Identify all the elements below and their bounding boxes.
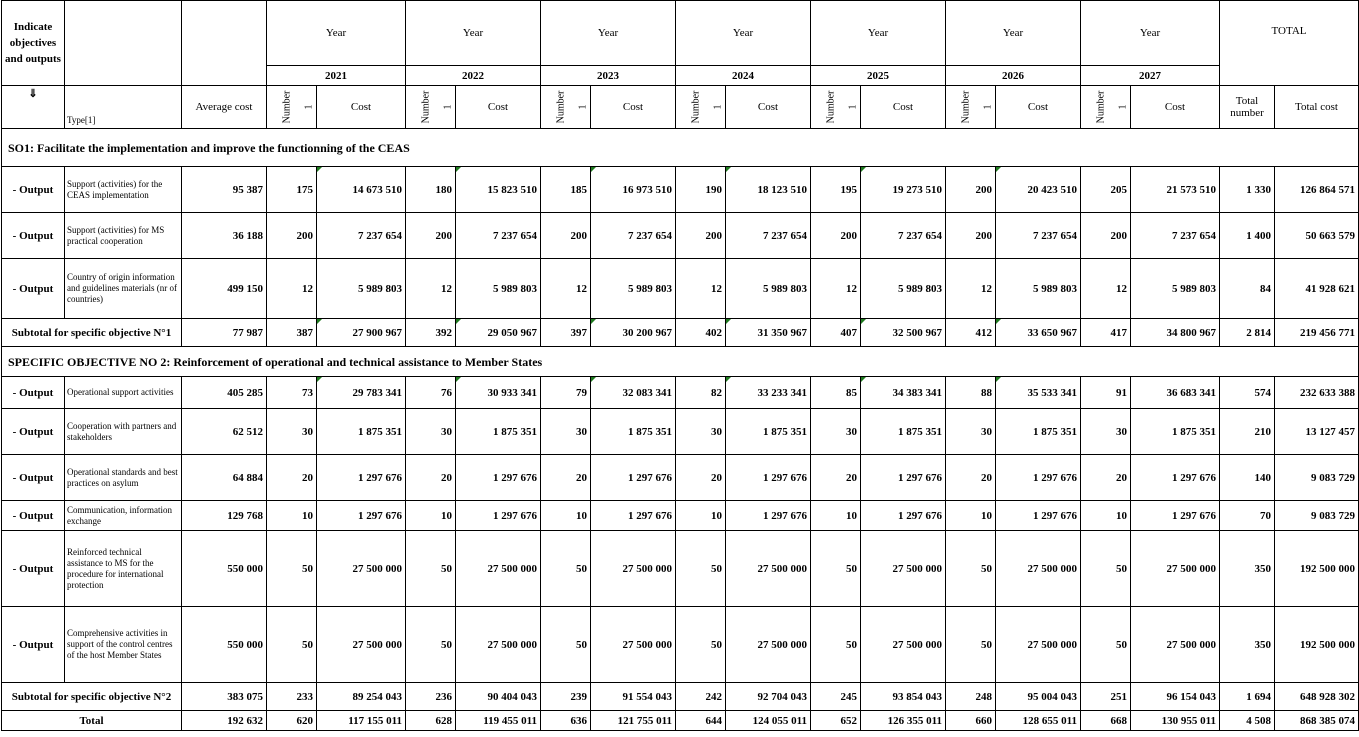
year-2025: 2025 — [811, 66, 946, 86]
average-cost-cell: 192 632 — [182, 711, 267, 731]
cost-cell: 7 237 654 — [996, 213, 1081, 259]
total-number-cell: 1 400 — [1220, 213, 1275, 259]
number-cell: 392 — [406, 319, 456, 347]
number-cell: 50 — [811, 531, 861, 607]
number-cell: 10 — [1081, 501, 1131, 531]
cost-cell: 31 350 967 — [726, 319, 811, 347]
cost-cell: 32 083 341 — [591, 377, 676, 409]
row-label: - Output — [2, 455, 65, 501]
number-cell: 82 — [676, 377, 726, 409]
subtotal-label: Subtotal for specific objective N°1 — [2, 319, 182, 347]
type-header: Type[1] — [65, 86, 182, 129]
section-so2 — [2, 347, 1359, 377]
blank-header-type — [65, 1, 182, 86]
cost-cell: 7 237 654 — [1131, 213, 1220, 259]
cost-cell: 30 933 341 — [456, 377, 541, 409]
number-cell: 30 — [1081, 409, 1131, 455]
cost-cell: 36 683 341 — [1131, 377, 1220, 409]
table-body — [2, 1, 1359, 731]
cost-cell: 5 989 803 — [591, 259, 676, 319]
year-label-3: Year — [541, 1, 676, 66]
cost-cell: 1 875 351 — [726, 409, 811, 455]
cost-cell: 18 123 510 — [726, 167, 811, 213]
cost-cell: 96 154 043 — [1131, 683, 1220, 711]
average-cost-cell: 499 150 — [182, 259, 267, 319]
cost-cell: 16 973 510 — [591, 167, 676, 213]
cost-cell: 27 500 000 — [456, 607, 541, 683]
number-cell: 73 — [267, 377, 317, 409]
average-cost-cell: 383 075 — [182, 683, 267, 711]
total-number-cell: 210 — [1220, 409, 1275, 455]
number-cell: 50 — [1081, 531, 1131, 607]
table-row — [2, 167, 1359, 213]
cost-cell: 15 823 510 — [456, 167, 541, 213]
table-row — [2, 607, 1359, 683]
year-2021: 2021 — [267, 66, 406, 86]
section-so1-title: SO1: Facilitate the implementation and improve the functionning of the CEAS — [2, 129, 1359, 167]
number-cell: 20 — [811, 455, 861, 501]
number-cell: 195 — [811, 167, 861, 213]
row-type: Cooperation with partners and stakeholders — [65, 409, 182, 455]
number-cell: 50 — [676, 531, 726, 607]
row-label: - Output — [2, 607, 65, 683]
avg-cost-header: Average cost — [182, 86, 267, 129]
year-label-7: Year — [1081, 1, 1220, 66]
number-cell: 91 — [1081, 377, 1131, 409]
number-cell: 620 — [267, 711, 317, 731]
total-number-cell: 350 — [1220, 531, 1275, 607]
number-header-2025 — [811, 86, 861, 129]
table-row — [2, 377, 1359, 409]
cost-cell: 1 875 351 — [591, 409, 676, 455]
header-row-columns — [2, 86, 1359, 129]
total-number-header: Total number — [1220, 86, 1275, 129]
section-so2-title: SPECIFIC OBJECTIVE NO 2: Reinforcement of operational and technical assistance to Member States — [2, 347, 1359, 377]
row-type: Support (activities) for the CEAS implementation — [65, 167, 182, 213]
down-arrow-icon: ⇓ — [2, 86, 65, 129]
year-label-1: Year — [267, 1, 406, 66]
cost-cell: 32 500 967 — [861, 319, 946, 347]
total-cost-cell: 41 928 621 — [1275, 259, 1359, 319]
budget-table — [1, 0, 1359, 731]
header-row-year — [2, 1, 1359, 66]
number-cell: 50 — [541, 607, 591, 683]
number-suffix: 1 — [712, 104, 724, 110]
average-cost-cell: 77 987 — [182, 319, 267, 347]
total-number-cell: 140 — [1220, 455, 1275, 501]
number-cell: 12 — [676, 259, 726, 319]
cost-cell: 27 500 000 — [317, 607, 406, 683]
cost-header-2024: Cost — [726, 86, 811, 129]
number-cell: 88 — [946, 377, 996, 409]
number-cell: 417 — [1081, 319, 1131, 347]
number-cell: 236 — [406, 683, 456, 711]
cost-cell: 33 650 967 — [996, 319, 1081, 347]
row-label: - Output — [2, 531, 65, 607]
number-cell: 20 — [946, 455, 996, 501]
number-cell: 20 — [406, 455, 456, 501]
number-cell: 20 — [676, 455, 726, 501]
total-header: TOTAL — [1220, 1, 1359, 86]
number-cell: 628 — [406, 711, 456, 731]
cost-cell: 5 989 803 — [1131, 259, 1220, 319]
row-label: - Output — [2, 501, 65, 531]
cost-cell: 27 500 000 — [1131, 607, 1220, 683]
cost-cell: 27 500 000 — [1131, 531, 1220, 607]
cost-cell: 1 297 676 — [317, 501, 406, 531]
cost-cell: 5 989 803 — [726, 259, 811, 319]
total-cost-cell: 13 127 457 — [1275, 409, 1359, 455]
cost-cell: 1 297 676 — [591, 501, 676, 531]
cost-cell: 119 455 011 — [456, 711, 541, 731]
average-cost-cell: 62 512 — [182, 409, 267, 455]
cost-cell: 19 273 510 — [861, 167, 946, 213]
number-cell: 50 — [541, 531, 591, 607]
cost-cell: 1 297 676 — [861, 501, 946, 531]
cost-cell: 21 573 510 — [1131, 167, 1220, 213]
average-cost-cell: 95 387 — [182, 167, 267, 213]
cost-cell: 92 704 043 — [726, 683, 811, 711]
cost-cell: 7 237 654 — [456, 213, 541, 259]
year-label-5: Year — [811, 1, 946, 66]
number-cell: 200 — [811, 213, 861, 259]
number-cell: 50 — [1081, 607, 1131, 683]
cost-cell: 1 297 676 — [591, 455, 676, 501]
cost-cell: 91 554 043 — [591, 683, 676, 711]
cost-header-2027: Cost — [1131, 86, 1220, 129]
year-2027: 2027 — [1081, 66, 1220, 86]
number-cell: 200 — [946, 167, 996, 213]
cost-cell: 27 500 000 — [861, 531, 946, 607]
year-2023: 2023 — [541, 66, 676, 86]
year-2024: 2024 — [676, 66, 811, 86]
total-number-cell: 2 814 — [1220, 319, 1275, 347]
subtotal-row — [2, 683, 1359, 711]
number-cell: 12 — [541, 259, 591, 319]
number-cell: 50 — [267, 607, 317, 683]
row-type: Operational standards and best practices on asylum — [65, 455, 182, 501]
cost-cell: 95 004 043 — [996, 683, 1081, 711]
table-row — [2, 213, 1359, 259]
number-cell: 30 — [676, 409, 726, 455]
cost-cell: 1 297 676 — [996, 455, 1081, 501]
subtotal-row — [2, 319, 1359, 347]
number-cell: 200 — [1081, 213, 1131, 259]
number-cell: 175 — [267, 167, 317, 213]
cost-cell: 1 297 676 — [726, 501, 811, 531]
number-cell: 636 — [541, 711, 591, 731]
cost-cell: 29 050 967 — [456, 319, 541, 347]
total-cost-cell: 9 083 729 — [1275, 501, 1359, 531]
cost-cell: 1 297 676 — [1131, 455, 1220, 501]
total-number-cell: 1 694 — [1220, 683, 1275, 711]
number-label: Number — [825, 90, 837, 124]
number-cell: 190 — [676, 167, 726, 213]
total-cost-cell: 648 928 302 — [1275, 683, 1359, 711]
number-cell: 12 — [1081, 259, 1131, 319]
cost-cell: 130 955 011 — [1131, 711, 1220, 731]
cost-cell: 14 673 510 — [317, 167, 406, 213]
number-cell: 402 — [676, 319, 726, 347]
cost-cell: 1 297 676 — [996, 501, 1081, 531]
number-cell: 30 — [541, 409, 591, 455]
number-cell: 668 — [1081, 711, 1131, 731]
cost-cell: 27 500 000 — [456, 531, 541, 607]
total-cost-header: Total cost — [1275, 86, 1359, 129]
number-cell: 20 — [267, 455, 317, 501]
cost-cell: 5 989 803 — [317, 259, 406, 319]
blank-header-avg — [182, 1, 267, 86]
table-row — [2, 455, 1359, 501]
total-number-cell: 350 — [1220, 607, 1275, 683]
cost-header-2023: Cost — [591, 86, 676, 129]
number-cell: 30 — [406, 409, 456, 455]
number-cell: 407 — [811, 319, 861, 347]
indicate-header: Indicate objectives and outputs — [2, 1, 65, 86]
row-label: - Output — [2, 213, 65, 259]
number-label: Number — [1095, 90, 1107, 124]
row-type: Reinforced technical assistance to MS for the procedure for international protection — [65, 531, 182, 607]
cost-cell: 7 237 654 — [317, 213, 406, 259]
number-cell: 644 — [676, 711, 726, 731]
cost-cell: 27 500 000 — [996, 531, 1081, 607]
number-cell: 239 — [541, 683, 591, 711]
number-suffix: 1 — [577, 104, 589, 110]
number-label: Number — [960, 90, 972, 124]
row-type: Comprehensive activities in support of the control centres of the host Member States — [65, 607, 182, 683]
table-row — [2, 409, 1359, 455]
table-row — [2, 501, 1359, 531]
number-cell: 652 — [811, 711, 861, 731]
cost-header-2025: Cost — [861, 86, 946, 129]
total-number-cell: 4 508 — [1220, 711, 1275, 731]
row-label: - Output — [2, 259, 65, 319]
number-suffix: 1 — [847, 104, 859, 110]
year-label-2: Year — [406, 1, 541, 66]
total-number-cell: 1 330 — [1220, 167, 1275, 213]
year-2022: 2022 — [406, 66, 541, 86]
number-cell: 660 — [946, 711, 996, 731]
cost-cell: 1 297 676 — [726, 455, 811, 501]
number-cell: 10 — [676, 501, 726, 531]
subtotal-label: Subtotal for specific objective N°2 — [2, 683, 182, 711]
cost-cell: 7 237 654 — [591, 213, 676, 259]
total-cost-cell: 232 633 388 — [1275, 377, 1359, 409]
cost-cell: 20 423 510 — [996, 167, 1081, 213]
number-header-2022 — [406, 86, 456, 129]
section-so1 — [2, 129, 1359, 167]
number-cell: 200 — [406, 213, 456, 259]
number-cell: 205 — [1081, 167, 1131, 213]
number-header-2026 — [946, 86, 996, 129]
number-label: Number — [281, 90, 293, 124]
cost-cell: 27 500 000 — [726, 607, 811, 683]
number-cell: 50 — [946, 607, 996, 683]
number-cell: 79 — [541, 377, 591, 409]
number-cell: 50 — [406, 531, 456, 607]
number-cell: 200 — [676, 213, 726, 259]
total-cost-cell: 126 864 571 — [1275, 167, 1359, 213]
number-suffix: 1 — [982, 104, 994, 110]
cost-cell: 1 875 351 — [317, 409, 406, 455]
number-label: Number — [690, 90, 702, 124]
cost-header-2021: Cost — [317, 86, 406, 129]
number-cell: 180 — [406, 167, 456, 213]
total-cost-cell: 192 500 000 — [1275, 607, 1359, 683]
cost-cell: 5 989 803 — [861, 259, 946, 319]
number-cell: 76 — [406, 377, 456, 409]
number-cell: 50 — [406, 607, 456, 683]
cost-cell: 29 783 341 — [317, 377, 406, 409]
row-type: Country of origin information and guidelines materials (nr of countries) — [65, 259, 182, 319]
number-cell: 50 — [946, 531, 996, 607]
number-cell: 251 — [1081, 683, 1131, 711]
cost-cell: 1 875 351 — [861, 409, 946, 455]
number-cell: 200 — [946, 213, 996, 259]
row-label: - Output — [2, 377, 65, 409]
number-header-2027 — [1081, 86, 1131, 129]
cost-cell: 27 500 000 — [861, 607, 946, 683]
number-suffix: 1 — [303, 104, 315, 110]
number-suffix: 1 — [1117, 104, 1129, 110]
cost-cell: 90 404 043 — [456, 683, 541, 711]
cost-cell: 27 500 000 — [591, 607, 676, 683]
cost-cell: 121 755 011 — [591, 711, 676, 731]
cost-cell: 117 155 011 — [317, 711, 406, 731]
average-cost-cell: 64 884 — [182, 455, 267, 501]
total-row — [2, 711, 1359, 731]
number-cell: 12 — [946, 259, 996, 319]
cost-cell: 126 355 011 — [861, 711, 946, 731]
cost-cell: 1 297 676 — [456, 455, 541, 501]
number-cell: 200 — [267, 213, 317, 259]
cost-cell: 128 655 011 — [996, 711, 1081, 731]
number-cell: 20 — [1081, 455, 1131, 501]
number-cell: 50 — [676, 607, 726, 683]
number-cell: 10 — [811, 501, 861, 531]
total-number-cell: 574 — [1220, 377, 1275, 409]
cost-header-2026: Cost — [996, 86, 1081, 129]
cost-cell: 7 237 654 — [861, 213, 946, 259]
total-number-cell: 84 — [1220, 259, 1275, 319]
number-cell: 85 — [811, 377, 861, 409]
cost-cell: 27 900 967 — [317, 319, 406, 347]
total-cost-cell: 50 663 579 — [1275, 213, 1359, 259]
number-cell: 12 — [406, 259, 456, 319]
number-label: Number — [555, 90, 567, 124]
total-number-cell: 70 — [1220, 501, 1275, 531]
number-cell: 30 — [811, 409, 861, 455]
average-cost-cell: 129 768 — [182, 501, 267, 531]
number-cell: 242 — [676, 683, 726, 711]
number-header-2024 — [676, 86, 726, 129]
cost-cell: 93 854 043 — [861, 683, 946, 711]
cost-cell: 89 254 043 — [317, 683, 406, 711]
number-suffix: 1 — [442, 104, 454, 110]
total-cost-cell: 868 385 074 — [1275, 711, 1359, 731]
number-cell: 10 — [946, 501, 996, 531]
cost-cell: 1 875 351 — [1131, 409, 1220, 455]
total-cost-cell: 219 456 771 — [1275, 319, 1359, 347]
number-cell: 10 — [541, 501, 591, 531]
cost-cell: 1 297 676 — [861, 455, 946, 501]
row-type: Support (activities) for MS practical cooperation — [65, 213, 182, 259]
cost-cell: 34 800 967 — [1131, 319, 1220, 347]
cost-cell: 5 989 803 — [996, 259, 1081, 319]
number-cell: 10 — [406, 501, 456, 531]
number-cell: 20 — [541, 455, 591, 501]
number-cell: 50 — [267, 531, 317, 607]
number-cell: 233 — [267, 683, 317, 711]
number-cell: 397 — [541, 319, 591, 347]
year-2026: 2026 — [946, 66, 1081, 86]
table-row — [2, 531, 1359, 607]
average-cost-cell: 550 000 — [182, 607, 267, 683]
number-cell: 50 — [811, 607, 861, 683]
number-cell: 387 — [267, 319, 317, 347]
average-cost-cell: 405 285 — [182, 377, 267, 409]
number-cell: 12 — [811, 259, 861, 319]
number-cell: 245 — [811, 683, 861, 711]
row-type: Communication, information exchange — [65, 501, 182, 531]
number-label: Number — [420, 90, 432, 124]
cost-cell: 27 500 000 — [996, 607, 1081, 683]
number-cell: 185 — [541, 167, 591, 213]
cost-cell: 27 500 000 — [726, 531, 811, 607]
number-cell: 248 — [946, 683, 996, 711]
number-cell: 412 — [946, 319, 996, 347]
total-cost-cell: 9 083 729 — [1275, 455, 1359, 501]
table-row — [2, 259, 1359, 319]
average-cost-cell: 550 000 — [182, 531, 267, 607]
cost-cell: 1 297 676 — [456, 501, 541, 531]
number-header-2023 — [541, 86, 591, 129]
number-cell: 200 — [541, 213, 591, 259]
cost-cell: 1 875 351 — [996, 409, 1081, 455]
cost-cell: 35 533 341 — [996, 377, 1081, 409]
row-label: - Output — [2, 409, 65, 455]
number-header-2021 — [267, 86, 317, 129]
number-cell: 12 — [267, 259, 317, 319]
total-cost-cell: 192 500 000 — [1275, 531, 1359, 607]
cost-cell: 124 055 011 — [726, 711, 811, 731]
number-cell: 30 — [267, 409, 317, 455]
number-cell: 10 — [267, 501, 317, 531]
number-cell: 30 — [946, 409, 996, 455]
year-label-4: Year — [676, 1, 811, 66]
cost-cell: 34 383 341 — [861, 377, 946, 409]
cost-cell: 27 500 000 — [317, 531, 406, 607]
cost-cell: 27 500 000 — [591, 531, 676, 607]
cost-cell: 33 233 341 — [726, 377, 811, 409]
cost-cell: 1 297 676 — [1131, 501, 1220, 531]
total-label: Total — [2, 711, 182, 731]
cost-cell: 1 875 351 — [456, 409, 541, 455]
average-cost-cell: 36 188 — [182, 213, 267, 259]
cost-cell: 30 200 967 — [591, 319, 676, 347]
cost-header-2022: Cost — [456, 86, 541, 129]
cost-cell: 1 297 676 — [317, 455, 406, 501]
row-label: - Output — [2, 167, 65, 213]
row-type: Operational support activities — [65, 377, 182, 409]
year-label-6: Year — [946, 1, 1081, 66]
cost-cell: 7 237 654 — [726, 213, 811, 259]
cost-cell: 5 989 803 — [456, 259, 541, 319]
